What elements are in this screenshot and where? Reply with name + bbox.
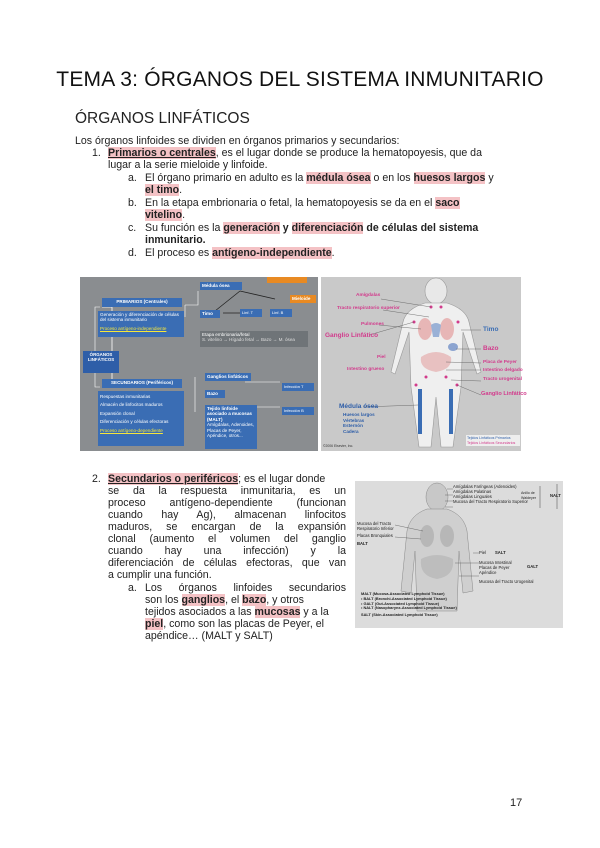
ganglios-box: Ganglios linfáticos bbox=[205, 373, 251, 381]
def-item: • NALT (Nasopharynx-Associated Lymphoid Tissue) bbox=[361, 605, 457, 611]
item2-line: cuando hay una infección) y la bbox=[108, 545, 346, 557]
embrion-sub: S. vitelino → Hígado fetal → Bazo → M. ósea bbox=[202, 337, 295, 343]
item1c-text: Su función es la generación y diferenciación de células del sistema bbox=[145, 222, 479, 234]
lbl-amigdalas: Amígdalas bbox=[356, 293, 381, 298]
lbl-salt: SALT bbox=[495, 550, 506, 555]
prim-item: Generación y diferenciación de células del sistema inmunitario bbox=[100, 312, 179, 323]
lbl-peyer: Placa de Peyer bbox=[483, 360, 517, 365]
hl-diferenciacion: diferenciación bbox=[291, 222, 364, 234]
def-item: SALT (Skin-Associated Lymphoid Tissue) bbox=[361, 612, 438, 618]
timo-box: Timo bbox=[200, 310, 220, 318]
lbl-galt: GALT bbox=[527, 564, 539, 569]
prim-proc: Proceso antígeno-independiente bbox=[100, 325, 167, 331]
def-item: MALT (Mucosa-Associated Lymphoid Tissue) bbox=[361, 591, 445, 596]
mieloide-box: Mieloide bbox=[290, 295, 316, 303]
def-item: • BALT (Bronchi-Associated Lymphoid Tissue) bbox=[361, 595, 447, 601]
bazo-box: Bazo bbox=[205, 390, 225, 398]
sec-item: Diferenciación y células efectoras bbox=[100, 419, 169, 425]
left-labels bbox=[357, 521, 397, 538]
legend-secondary: Tejidos Linfáticos Secundarios bbox=[467, 440, 516, 445]
item1-text: , es el lugar donde se produce la hematopoyesis, que da bbox=[215, 147, 482, 159]
item2-line: se da la respuesta inmunitaria, es un bbox=[108, 485, 346, 497]
top-labels bbox=[453, 484, 528, 504]
hl-piel: piel bbox=[145, 618, 164, 630]
item1a-text2: el timo. bbox=[145, 184, 183, 196]
lbl-ganglio2: Ganglio Linfático bbox=[481, 391, 527, 397]
lbl-bazo: Bazo bbox=[483, 345, 499, 352]
gut-label: Apéndice bbox=[479, 570, 497, 575]
hl-timo: el timo bbox=[145, 184, 180, 196]
hl-huesos: huesos largos bbox=[413, 172, 486, 184]
top-orange-box bbox=[267, 277, 307, 283]
item2-line: diferenciación de células efectoras, que van bbox=[108, 557, 346, 569]
item1d-text: El proceso es antígeno-independiente. bbox=[145, 247, 335, 259]
secundarios-detail bbox=[98, 391, 184, 446]
hl-ganglios: ganglios bbox=[181, 594, 226, 606]
top-label: Mucosa del Tracto Respiratorio Superior bbox=[453, 499, 528, 504]
lbl-urogenital: Tracto urogenital bbox=[483, 377, 522, 382]
legend bbox=[466, 435, 520, 446]
left-label: Mucosa del Tracto Respiratorio Inferior bbox=[357, 521, 394, 531]
embrion-label: Etapa embrionaria/fetal bbox=[202, 332, 250, 337]
organos-box: ÓRGANOS LINFÁTICOS bbox=[83, 351, 119, 373]
lbl-pulmones: Pulmones bbox=[361, 322, 384, 327]
lbl-medula: Médula ósea bbox=[339, 403, 379, 410]
item2a-letter: a. bbox=[128, 582, 137, 594]
item1-line2: lugar a la serie mieloide y linfoide. bbox=[108, 159, 268, 171]
lbl-piel: Piel bbox=[377, 355, 386, 360]
malt-diagram bbox=[355, 481, 563, 628]
item1b-text2: vitelino. bbox=[145, 209, 186, 221]
medula-box: Médula ósea bbox=[200, 282, 242, 290]
item2-line: cuando hay Ag), almacenan linfocitos bbox=[108, 509, 346, 521]
hueso-item: Esternón bbox=[343, 423, 363, 429]
lbl-ganglio: Ganglio Linfático bbox=[325, 332, 379, 339]
linfb-box: Linf. B bbox=[270, 309, 292, 317]
item1d-letter: d. bbox=[128, 247, 137, 259]
item2-line: a cumplir una función. bbox=[108, 569, 212, 581]
lbl-timo: Timo bbox=[483, 326, 499, 333]
primarios-box: PRIMARIOS (Centrales) bbox=[102, 298, 182, 307]
sec-item: Expansión clonal bbox=[100, 410, 135, 416]
gut-label: Placas de Peyer bbox=[479, 565, 510, 570]
hl-mucosas: mucosas bbox=[254, 606, 301, 618]
item1a-letter: a. bbox=[128, 172, 137, 184]
hl-antigeno-indep: antígeno-independiente bbox=[212, 247, 332, 259]
lbl-anillo: Anillo de Waldeyer bbox=[521, 491, 537, 500]
infb-box: Infección B bbox=[282, 407, 314, 415]
item2a-line4: piel, como son las placas de Peyer, el bbox=[145, 618, 325, 630]
hueso-item: Huesos largos bbox=[343, 412, 375, 417]
item1b-text: En la etapa embrionaria o fetal, la hematopoyesis se da en el saco bbox=[145, 197, 460, 209]
item2a-line1: Los órganos linfoides secundarios bbox=[145, 582, 346, 594]
item2a-line5: apéndice… (MALT y SALT) bbox=[145, 630, 273, 642]
lbl-intestino: Intestino grueso bbox=[347, 367, 385, 372]
hl-bazo: bazo bbox=[242, 594, 267, 606]
top-label: Amígdalas Faríngeas (Adenoides) bbox=[453, 484, 517, 489]
item1b-letter: b. bbox=[128, 197, 137, 209]
item2-term: Secundarios o periféricos bbox=[108, 473, 239, 485]
item2-line: clonal (aumento el volumen del ganglio bbox=[108, 533, 346, 545]
hueso-item: Cadera bbox=[343, 428, 359, 434]
huesos-list bbox=[343, 412, 375, 434]
item2a-line2: son los ganglios, el bazo, y otros bbox=[145, 594, 304, 606]
lbl-delgado: Intestino delgado bbox=[483, 368, 523, 373]
gut-labels bbox=[479, 560, 512, 575]
primarios-detail bbox=[98, 311, 184, 337]
lbl-piel: Piel bbox=[479, 550, 486, 555]
top-label: Amígdalas Palatinas bbox=[453, 489, 492, 494]
page-title: TEMA 3: ÓRGANOS DEL SISTEMA INMUNITARIO bbox=[56, 68, 544, 91]
inft-box: Infección T bbox=[282, 383, 314, 391]
top-label: Amígdalas Linguales bbox=[453, 494, 492, 499]
hl-generacion: generación bbox=[223, 222, 280, 234]
embrion-box bbox=[200, 331, 308, 347]
legend-primary: Tejidos Linfáticos Primarios bbox=[467, 436, 511, 440]
item1a-text: El órgano primario en adulto es la médula ósea o en los huesos largos y bbox=[145, 172, 494, 184]
page-number: 17 bbox=[510, 797, 523, 809]
organos-linfaticos-diagram bbox=[80, 277, 318, 451]
definitions bbox=[361, 592, 457, 618]
hl-vitelino: vitelino bbox=[145, 209, 183, 221]
sec-item: Almacén de linfocitos maduros bbox=[100, 402, 163, 408]
hl-saco: saco bbox=[435, 197, 460, 209]
item2-line: proceso antígeno-dependiente (funcionan bbox=[108, 497, 346, 509]
immune-body-diagram bbox=[321, 277, 527, 451]
item2-line: maduros, se encargan de la expansión bbox=[108, 521, 346, 533]
def-item: • GALT (Gut-Associated Lymphoid Tissue) bbox=[361, 600, 440, 606]
secundarios-box: SECUNDARIOS (Periféricos) bbox=[102, 379, 182, 388]
copyright: ©2006 Elsevier, Inc. bbox=[323, 444, 354, 448]
item2-number: 2. bbox=[92, 473, 101, 485]
intro-paragraph: Los órganos linfoides se dividen en órganos primarios y secundarios: bbox=[75, 135, 400, 147]
sec-item: Respuestas inmunitarias bbox=[100, 394, 151, 399]
item2-line1: Secundarios o periféricos; es el lugar donde bbox=[108, 473, 326, 485]
lbl-urogenital: Mucosa del Tracto Urogenital bbox=[479, 579, 534, 584]
lbl-nalt: NALT bbox=[550, 493, 561, 498]
section-heading: ÓRGANOS LINFÁTICOS bbox=[75, 110, 250, 127]
gut-label: Mucosa Intestinal bbox=[479, 560, 512, 565]
lbl-tracto: Tracto respiratorio superior bbox=[337, 306, 400, 311]
sec-proc: Proceso antígeno-dependiente bbox=[100, 427, 163, 433]
tejido-label: Tejido linfoide asociado a mucosas (MALT) bbox=[207, 406, 252, 422]
tejido-sub: Amígdalas, Adenoides, Placas de Peyer, Apéndice, otros... bbox=[207, 422, 254, 439]
lbl-balt: BALT bbox=[357, 541, 368, 546]
linft-box: Linf. T bbox=[240, 309, 262, 317]
item1-number: 1. bbox=[92, 147, 101, 159]
item1c-text2: inmunitario. bbox=[145, 234, 206, 246]
item1c-letter: c. bbox=[128, 222, 137, 234]
item1-line1 bbox=[108, 147, 528, 159]
item2a-line3: tejidos asociados a las mucosas y a la bbox=[145, 606, 329, 618]
left-label: Placas Bronquiales bbox=[357, 533, 393, 538]
item1-term: Primarios o centrales bbox=[108, 147, 216, 159]
tejido-box bbox=[205, 405, 257, 449]
hueso-item: Vértebras bbox=[343, 417, 365, 423]
hl-medula: médula ósea bbox=[306, 172, 371, 184]
